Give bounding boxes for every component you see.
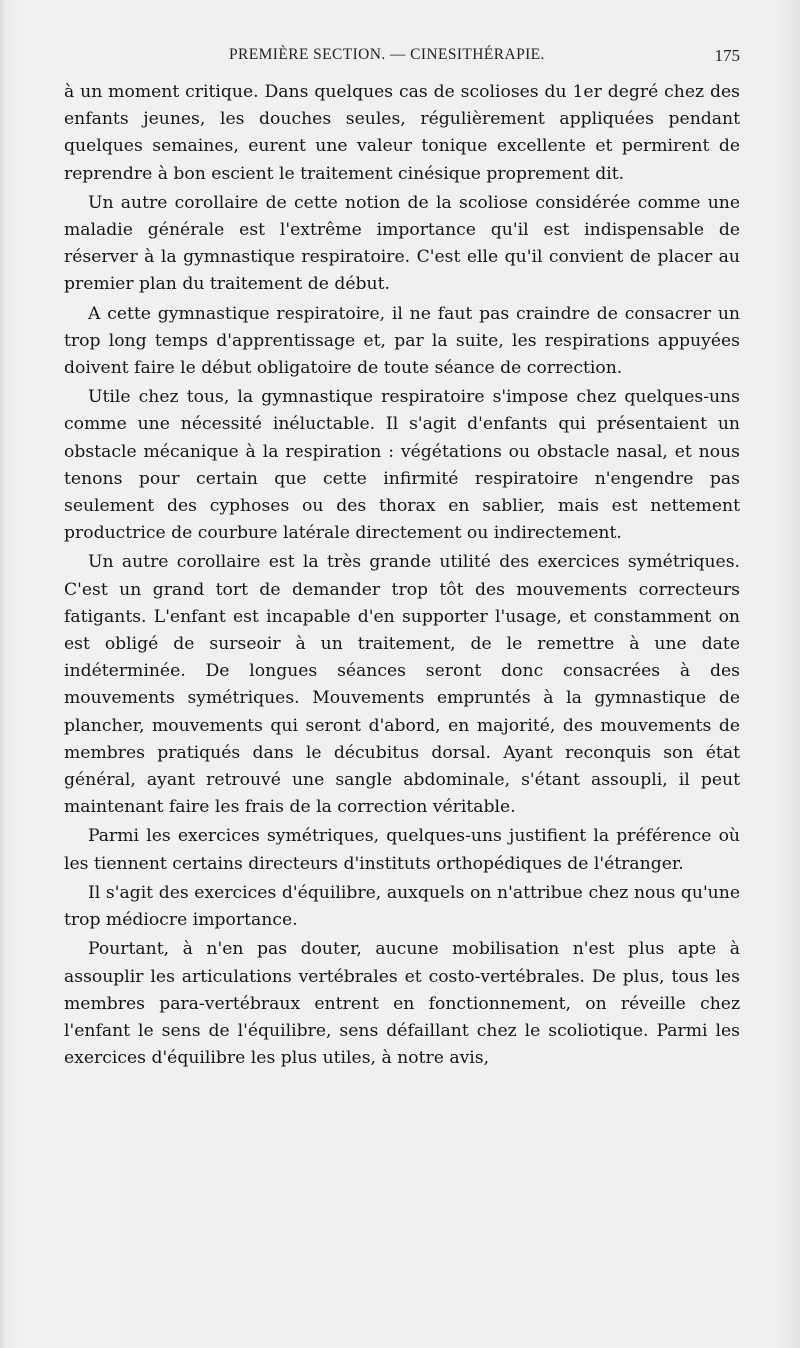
body-text [64, 79, 740, 1074]
paragraph-1: à un moment critique. Dans quelques cas de scolioses du 1er degré chez des enfants jeunes, les douches seules, régulièrement appliquées pendant quelques semaines, eurent une valeur tonique excellente et permirent de reprendre à bon escient le traitement cinésique proprement dit. [64, 82, 740, 184]
paragraph-2: Un autre corollaire de cette notion de la scoliose considérée comme une maladie générale est l'extrême importance qu'il est indispensable de réserver à la gymnastique respiratoire. C'est elle qu'il convient de placer au premier plan du traitement de début. [64, 192, 740, 295]
paragraph-7: Il s'agit des exercices d'équilibre, auxquels on n'attribue chez nous qu'une trop médiocre importance. [64, 882, 740, 931]
paragraph-3: A cette gymnastique respiratoire, il ne faut pas craindre de consacrer un trop long temps d'apprentissage et, par la suite, les respirations appuyées doivent faire le début obligatoire de toute séance de correction. [64, 303, 740, 379]
paragraph-6: Parmi les exercices symétriques, quelques-uns justifient la préférence où les tiennent certains directeurs d'instituts orthopédiques de l'étranger. [64, 826, 740, 874]
paragraph-4: Utile chez tous, la gymnastique respiratoire s'impose chez quelques-uns comme une nécessité inéluctable. Il s'agit d'enfants qui présentaient un obstacle mécanique à la respiration : végétations ou obstacle nasal, et nous tenons pour certain que cette infirmité respiratoire n'engendre pas seulement des cyphoses ou des thorax en sablier, mais est nettement productrice de courbure latérale directement ou indirectement. [64, 387, 740, 544]
paragraph-8: Pourtant, à n'en pas douter, aucune mobilisation n'est plus apte à assouplir les articulations vertébrales et costo-vertébrales. De plus, tous les membres para-vertébraux entrent en fonctionnement, on réveille chez l'enfant le sens de l'équilibre, sens défaillant chez le scoliotique. Parmi les exercices d'équilibre les plus utiles, à notre avis, [64, 939, 740, 1069]
paragraph-5: Un autre corollaire est la très grande utilité des exercices symétriques. C'est un grand tort de demander trop tôt des mouvements correcteurs fatigants. L'enfant est incapable d'en supporter l'usage, et constamment on est obligé de surseoir à un traitement, de le remettre à une date indéterminée. De longues séances seront donc consacrées à des mouvements symétriques. Mouvements empruntés à la gymnastique de plancher, mouvements qui seront d'abord, en majorité, des mouvements de membres pratiqués dans le décubitus dorsal. Ayant reconquis son état général, ayant retrouvé une sangle abdominale, s'étant assoupli, il peut maintenant faire les frais de la correction véritable. [64, 552, 740, 818]
page-header [64, 46, 740, 72]
page-number: 175 [714, 46, 740, 65]
running-title: PREMIÈRE SECTION. — CINESITHÉRAPIE. [229, 46, 545, 63]
